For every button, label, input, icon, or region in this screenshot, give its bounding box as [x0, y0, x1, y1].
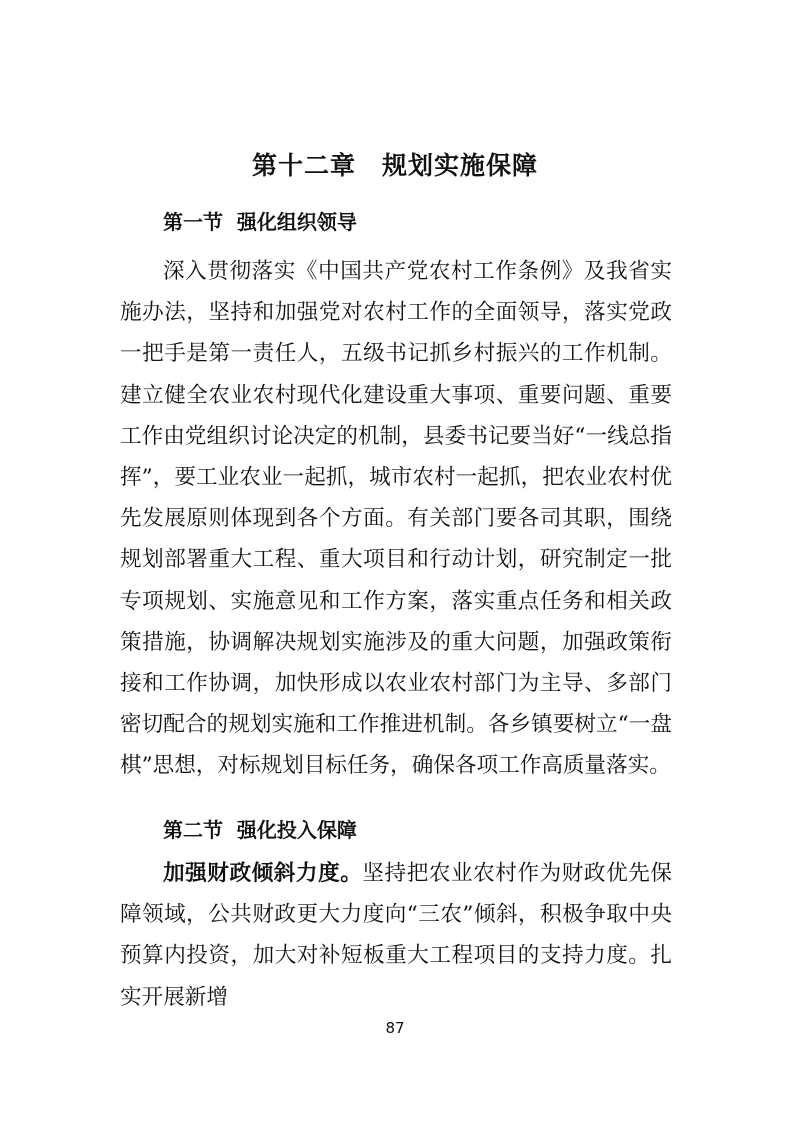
page-number: 87: [385, 1019, 405, 1037]
chapter-title: 第十二章 规划实施保障: [251, 151, 538, 180]
section-heading-organization: 第一节 强化组织领导: [163, 210, 357, 234]
paragraph-body-text: 坚持把农业农村作为财政优先保障领域，公共财政更大力度向“三农”倾斜，积极争取中央预算内投资，加大对补短板重大工程项目的支持力度。扎实开展新增: [120, 861, 672, 1010]
section-paragraph-investment: [120, 853, 672, 1018]
section-paragraph-organization: 深入贯彻落实《中国共产党农村工作条例》及我省实施办法，坚持和加强党对农村工作的全面领导，落实党政一把手是第一责任人，五级书记抓乡村振兴的工作机制。建立健全农业农村现代化建设重大事项、重要问题、重要工作由党组织讨论决定的机制，县委书记要当好“一线总指挥”，要工业农业一起抓，城市农村一起抓，把农业农村优先发展原则体现到各个方面。有关部门要各司其职，围绕规划部署重大工程、重大项目和行动计划，研究制定一批专项规划、实施意见和工作方案，落实重点任务和相关政策措施，协调解决规划实施涉及的重大问题，加强政策衔接和工作协调，加快形成以农业农村部门为主导、多部门密切配合的规划实施和工作推进机制。各乡镇要树立“一盘棋”思想，对标规划目标任务，确保各项工作高质量落实。: [120, 259, 672, 779]
paragraph-lead-phrase: 加强财政倾斜力度。: [163, 861, 363, 886]
section-heading-investment: 第二节 强化投入保障: [163, 818, 357, 842]
